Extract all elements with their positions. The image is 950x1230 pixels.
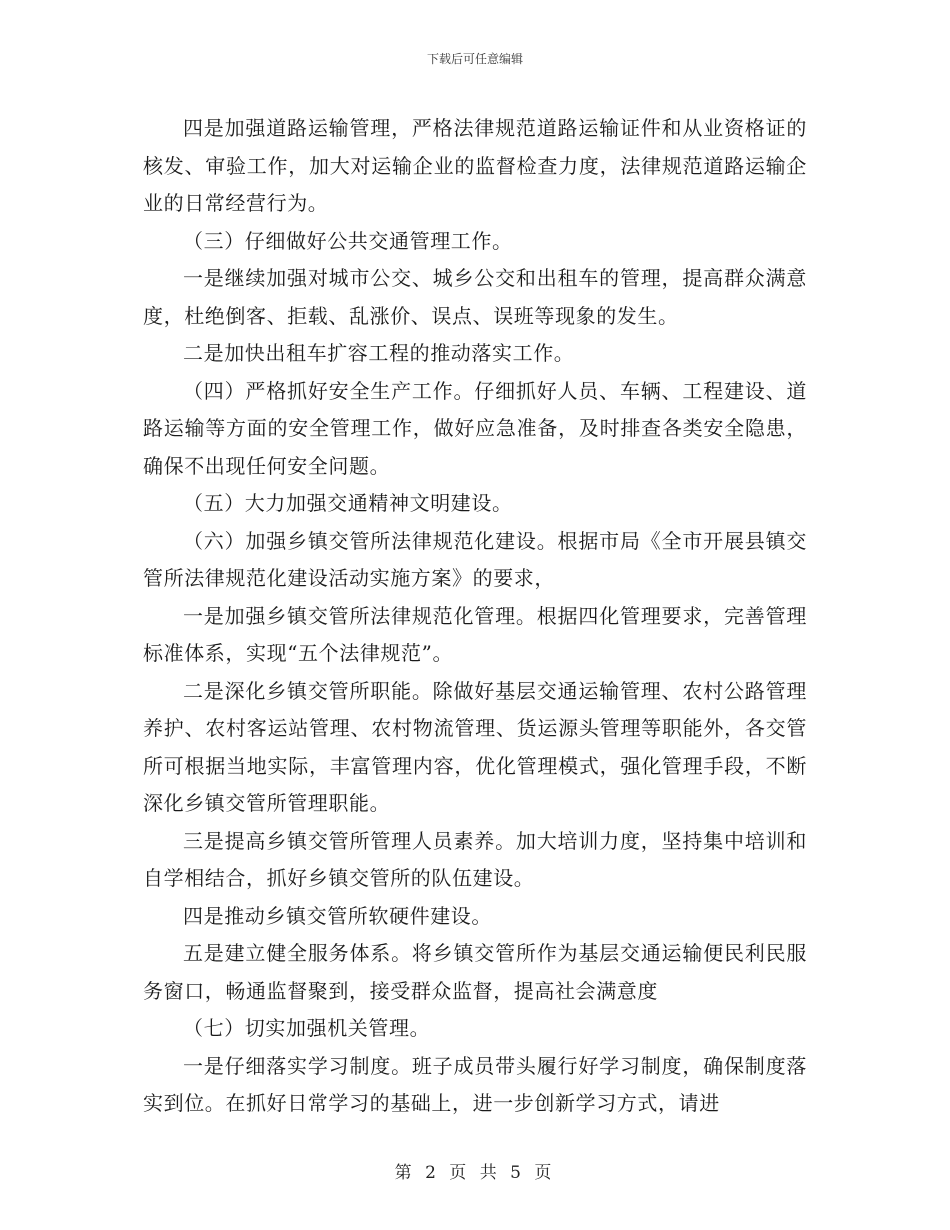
section-heading: （四）严格抓好安全生产工作。仔细抓好人员、车辆、工程建设、道路运输等方面的安全管理工作，做好应急准备，及时排查各类安全隐患，确保不出现任何安全问题。 (143, 378, 807, 478)
section-heading: （三）仔细做好公共交通管理工作。 (183, 228, 513, 253)
paragraph: 二是加快出租车扩容工程的推动落实工作。 (183, 341, 575, 365)
paragraph: 一是仔细落实学习制度。班子成员带头履行好学习制度，确保制度落实到位。在抓好日常学习的基础上，进一步创新学习方式，请进 (143, 1053, 807, 1115)
paragraph: 四是加强道路运输管理，严格法律规范道路运输证件和从业资格证的核发、审验工作，加大对运输企业的监督检查力度，法律规范道路运输企业的日常经营行为。 (143, 116, 807, 215)
paragraph: 一是加强乡镇交管所法律规范化管理。根据四化管理要求，完善管理标准体系，实现“五个法律规范”。 (143, 603, 807, 665)
document-body (143, 110, 807, 1123)
page-number-footer: 第 2 页 共 5 页 (394, 1163, 556, 1183)
paragraph: 一是继续加强对城市公交、城乡公交和出租车的管理，提高群众满意度，杜绝倒客、拒载、乱涨价、误点、误班等现象的发生。 (143, 266, 807, 328)
paragraph: 三是提高乡镇交管所管理人员素养。加大培训力度，坚持集中培训和自学相结合，抓好乡镇交管所的队伍建设。 (143, 828, 807, 890)
paragraph: 二是深化乡镇交管所职能。除做好基层交通运输管理、农村公路管理养护、农村客运站管理、农村物流管理、货运源头管理等职能外，各交管所可根据当地实际，丰富管理内容，优化管理模式，强化管理手段，不断深化乡镇交管所管理职能。 (143, 678, 807, 815)
section-heading: （七）切实加强机关管理。 (183, 1016, 431, 1040)
paragraph: 五是建立健全服务体系。将乡镇交管所作为基层交通运输便民利民服务窗口，畅通监督聚到，接受群众监督，提高社会满意度 (143, 941, 807, 1003)
page-header-note: 下载后可任意编辑 (426, 52, 523, 66)
section-heading: （五）大力加强交通精神文明建设。 (183, 491, 513, 515)
section-heading: （六）加强乡镇交管所法律规范化建设。根据市局《全市开展县镇交管所法律规范化建设活动实施方案》的要求， (143, 528, 807, 590)
paragraph: 四是推动乡镇交管所软硬件建设。 (183, 903, 492, 928)
